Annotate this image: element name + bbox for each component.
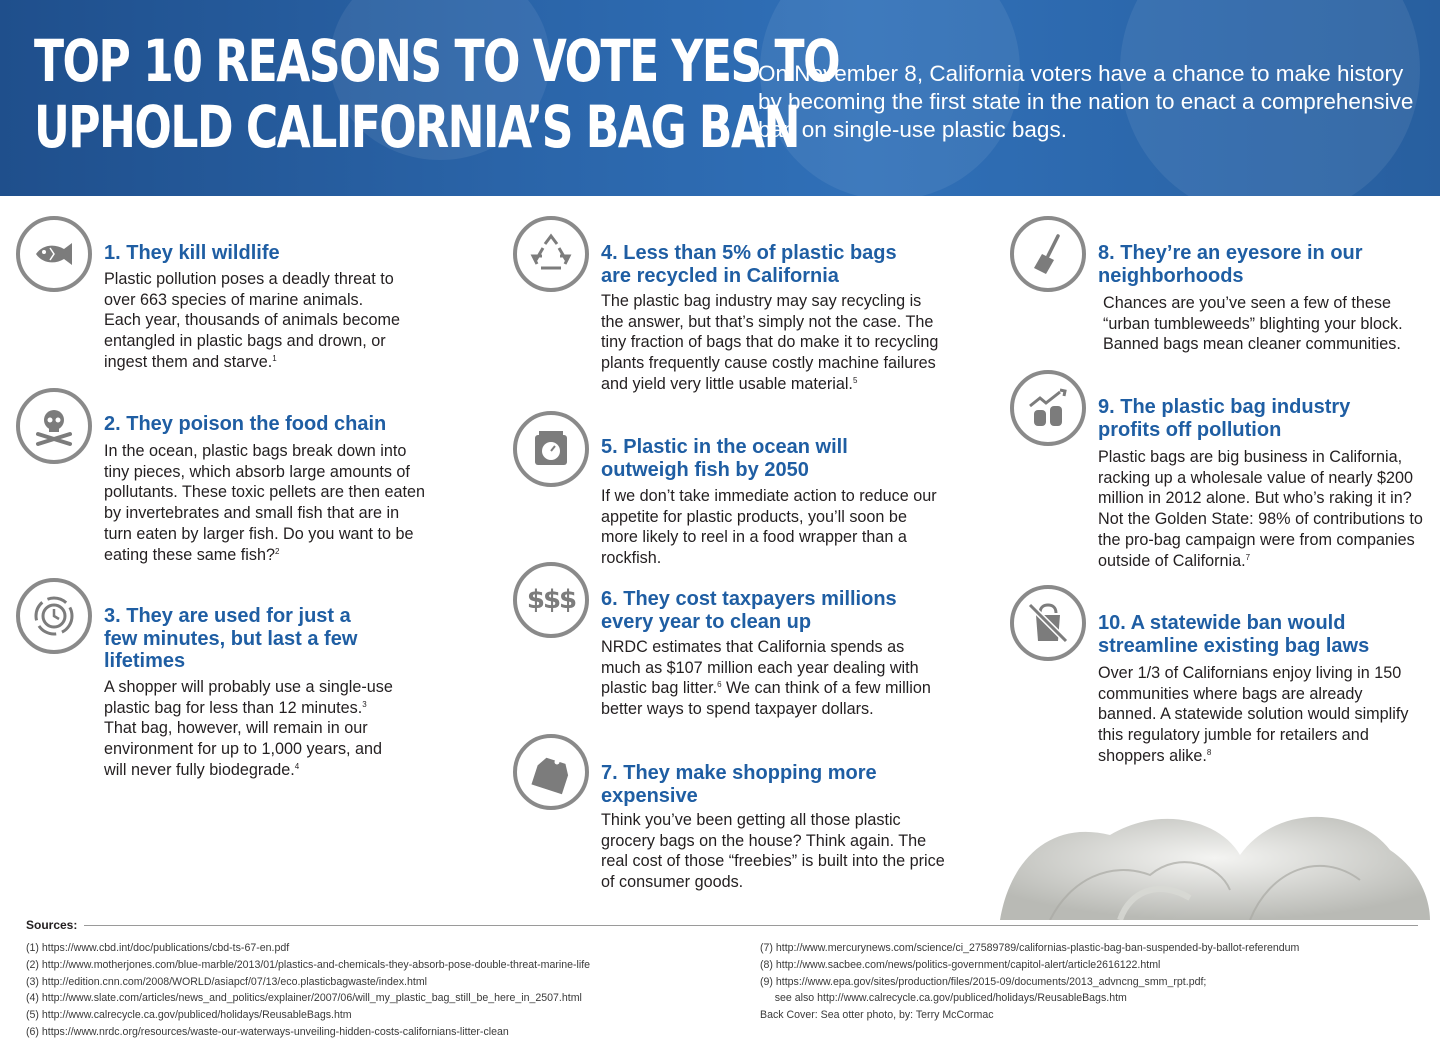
reason-body-text: Think you’ve been getting all those plastic grocery bags on the house? Think again. The real cost of those “freebies” is built into the price of consumer goods. (601, 811, 945, 892)
skull-crossbones-icon (16, 388, 92, 464)
footnote-ref: 3 (362, 699, 367, 709)
reason-heading: 7. They make shopping more expensive (601, 762, 877, 807)
source-item: (8) http://www.sacbee.com/news/politics-government/capitol-alert/article2616122.html (760, 958, 1161, 971)
footnote-ref: 1 (272, 353, 277, 363)
clock-cycle-icon (16, 578, 92, 654)
recycle-icon (513, 216, 589, 292)
footnote-ref: 4 (294, 761, 300, 771)
no-plastic-bag-icon (1010, 585, 1086, 661)
reason-heading: 6. They cost taxpayers millions every year to clean up (601, 588, 897, 633)
reason-body (104, 441, 426, 565)
reason-heading: 8. They’re an eyesore in our neighborhoods (1098, 242, 1363, 287)
reason-body-text: We can think of a few million better ways to spend taxpayer dollars. (601, 679, 931, 719)
sources-left-column (26, 940, 590, 1041)
broom-icon (1010, 216, 1086, 292)
header-banner (0, 0, 1440, 196)
footnote-ref: 8 (1206, 747, 1212, 757)
source-item: (5) http://www.calrecycle.ca.gov/publiced/holidays/ReusableBags.htm (26, 1009, 352, 1022)
reason-body-text: Chances are you’ve seen a few of these “urban tumbleweeds” blighting your block. Banned bags mean cleaner communities. (1103, 294, 1403, 354)
scale-icon (513, 411, 589, 487)
reason-body (1103, 293, 1421, 355)
reason-body-text: A shopper will probably use a single-use plastic bag for less than 12 minutes. (104, 678, 393, 717)
dollar-signs-icon (513, 562, 589, 638)
reason-body (601, 291, 941, 395)
reason-heading: 1. They kill wildlife (104, 242, 280, 264)
source-item: (9) https://www.epa.gov/sites/production/files/2015-09/documents/2013_advncng_smm_rpt.pdf; (760, 975, 1207, 988)
title-line-2: UPHOLD CALIFORNIA’S BAG BAN (34, 93, 799, 161)
reason-body-text: Plastic pollution poses a deadly threat to over 663 species of marine animals. Each year, thousands of animals become entangled in plastic bags and drown, or ingest them and starve. (104, 270, 401, 371)
source-item: (3) http://edition.cnn.com/2008/WORLD/asiapcf/07/13/eco.plasticbagwaste/index.html (26, 975, 428, 988)
reason-body-text: Plastic bags are big business in California, racking up a wholesale value of nearly $200 million in 2012 alone. But who’s raking it in? Not the Golden State: 98% of contributions to the pro-bag campaign were from companies outside of California. (1098, 448, 1423, 570)
plastic-bags-image (990, 780, 1430, 920)
source-item: see also http://www.calrecycle.ca.gov/publiced/holidays/ReusableBags.htm (760, 992, 1127, 1005)
dollar-glyphs: $$$ (526, 585, 576, 615)
footnote-ref: 6 (717, 680, 722, 690)
reason-body-text: In the ocean, plastic bags break down into tiny pieces, which absorb large amounts of pollutants. These toxic pellets are then eaten by invertebrates and small fish that are in turn eaten by larger fish. Do you want to be eating these same fish? (104, 442, 425, 564)
reason-body (104, 677, 394, 781)
source-item: (4) http://www.slate.com/articles/news_and_politics/explainer/2007/06/will_my_plastic_bag_still_be_here_in_2507.html (26, 992, 582, 1005)
reason-heading: 4. Less than 5% of plastic bags are recycled in California (601, 242, 897, 287)
reason-body-text: If we don’t take immediate action to reduce our appetite for plastic products, you’ll soon be more likely to reel in a food wrapper than a rockfish. (601, 487, 937, 568)
footnote-ref: 2 (274, 546, 280, 556)
reason-body (601, 637, 941, 720)
fish-icon (16, 216, 92, 292)
reason-heading: 10. A statewide ban would streamline existing bag laws (1098, 612, 1370, 657)
reason-body (601, 486, 941, 569)
price-tag-icon (513, 734, 589, 810)
reason-body (601, 810, 946, 893)
coins-growth-icon (1010, 370, 1086, 446)
footnote-ref: 7 (1245, 552, 1251, 562)
reason-body-text: NRDC estimates that California spends as much as $107 million each year dealing with plastic bag litter. (601, 638, 919, 698)
reason-body (1098, 447, 1423, 571)
reason-heading: 2. They poison the food chain (104, 413, 387, 435)
sources-divider (84, 925, 1418, 926)
reason-body-text: The plastic bag industry may say recycling is the answer, but that’s simply not the case. The tiny fraction of bags that do make it to recycling plants frequently cause costly machine failures and yield very little usable material. (601, 292, 939, 393)
source-item: (6) https://www.nrdc.org/resources/waste-our-waterways-unveiling-hidden-costs-californians-litter-clean (26, 1025, 509, 1038)
title-line-1: TOP 10 REASONS TO VOTE YES TO (34, 27, 840, 95)
reason-body-text: Over 1/3 of Californians enjoy living in 150 communities where bags are already banned. A statewide solution would simplify this regulatory jumble for retailers and shoppers alike. (1098, 664, 1409, 765)
sources-right-column (760, 940, 1299, 1024)
source-item: (2) http://www.motherjones.com/blue-marble/2013/01/plastics-and-chemicals-they-absorb-pose-double-threat-marine-life (26, 958, 591, 971)
reason-body (1098, 663, 1423, 767)
intro-text: On November 8, California voters have a chance to make history by becoming the first state in the nation to enact a comprehensive ban on single-use plastic bags. (758, 61, 1414, 142)
reason-heading: 3. They are used for just a few minutes, but last a few lifetimes (104, 605, 358, 672)
reason-heading: 9. The plastic bag industry profits off pollution (1098, 396, 1351, 441)
reason-heading: 5. Plastic in the ocean will outweigh fish by 2050 (601, 436, 848, 481)
sources-label: Sources: (26, 918, 78, 932)
reason-body-text: That bag, however, will remain in our environment for up to 1,000 years, and will never fully biodegrade. (104, 719, 383, 779)
page-title (34, 27, 840, 161)
source-item: (1) https://www.cbd.int/doc/publications/cbd-ts-67-en.pdf (26, 942, 290, 954)
reason-body (104, 269, 404, 373)
source-item: (7) http://www.mercurynews.com/science/ci_27589789/californias-plastic-bag-ban-suspended-by-ballot-referendum (760, 942, 1300, 954)
footnote-ref: 5 (852, 375, 858, 385)
source-item: Back Cover: Sea otter photo, by: Terry McCormac (760, 1009, 994, 1022)
